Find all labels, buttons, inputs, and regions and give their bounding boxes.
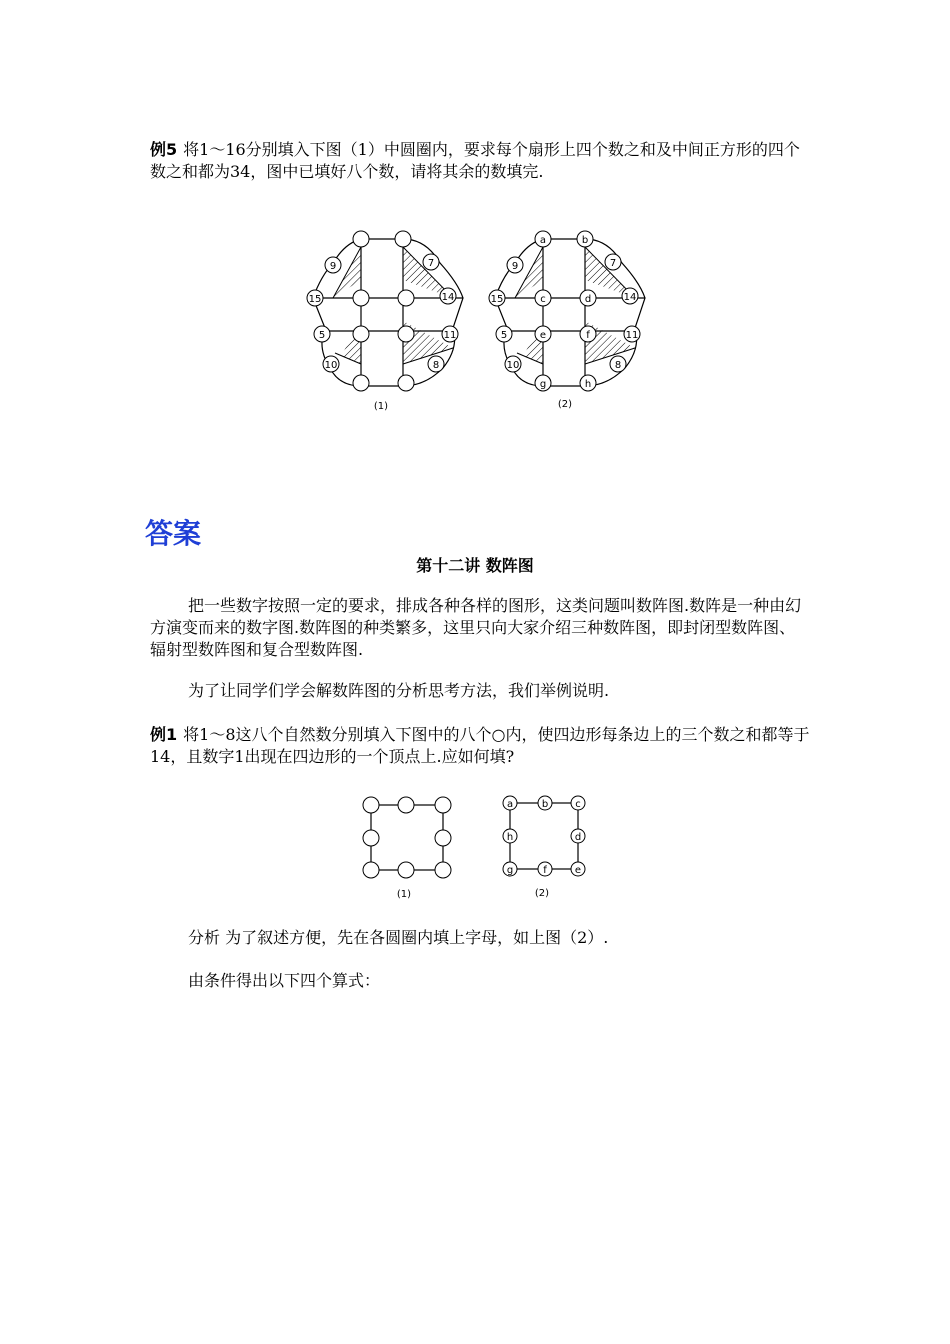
square2-letter-e [571,862,585,876]
svg-text:9: 9 [329,261,337,272]
fan1-num-11 [442,326,458,342]
svg-text:11: 11 [443,330,457,341]
square-caption-2: (2) [534,888,550,899]
svg-text:15: 15 [308,294,322,305]
square2-letter-g [503,862,517,876]
svg-text:8: 8 [432,360,440,371]
lecture-title: 第十二讲 数阵图 [416,556,534,575]
fan2-num-8 [610,356,626,372]
fan2-letter-e [535,326,551,342]
square-figure [355,790,605,905]
svg-text:5: 5 [318,330,326,341]
fan1-num-7 [423,254,439,270]
svg-text:7: 7 [427,258,435,269]
analysis-text: 分析 为了叙述方便，先在各圆圈内填上字母，如上图（2）. [188,928,609,947]
svg-text:d: d [584,294,592,305]
example5-label: 例5 [150,140,178,159]
svg-text:15: 15 [490,294,504,305]
svg-text:h: h [506,832,514,843]
square-caption-1: (1) [396,889,412,900]
intro-paragraph: 把一些数字按照一定的要求，排成各种各样的图形，这类问题叫数阵图.数阵是一种由幻方演变而来的数字图.数阵图的种类繁多，这里只向大家介绍三种数阵图，即封闭型数阵图、辐射型数阵图和复合型数阵图. [150,596,802,659]
example5-problem [150,139,810,183]
svg-text:14: 14 [623,292,637,303]
fan-caption-2: (2) [557,399,573,410]
square2-letter-d [571,829,585,843]
svg-text:g: g [506,865,514,876]
fan2-letter-d [580,290,596,306]
svg-text:5: 5 [500,330,508,341]
svg-text:h: h [584,379,592,390]
svg-text:b: b [581,235,589,246]
square2-letter-a [503,796,517,810]
fan2-num-15 [489,290,505,306]
fan1-num-15 [307,290,323,306]
method-paragraph: 为了让同学们学会解数阵图的分析思考方法，我们举例说明. [188,681,610,700]
example1-label: 例1 [150,725,178,744]
svg-text:11: 11 [625,330,639,341]
fan1-num-8 [428,356,444,372]
svg-text:7: 7 [609,258,617,269]
fan2-letter-h [580,375,596,391]
fan2-num-10 [505,356,521,372]
fan2-num-11 [624,326,640,342]
example1-text: 将1～8这八个自然数分别填入下图中的八个○内，使四边形每条边上的三个数之和都等于14，且数字1出现在四边形的一个顶点上.应如何填? [150,725,810,766]
fan2-letter-b [577,231,593,247]
example1-problem [150,724,810,768]
svg-text:f: f [586,330,590,341]
svg-text:d: d [574,832,582,843]
svg-text:e: e [539,330,547,341]
fan1-num-14 [440,288,456,304]
fan2-letter-c [535,290,551,306]
fan1-num-9 [325,257,341,273]
svg-text:f: f [543,865,547,876]
fan-caption-1: (1) [373,401,389,412]
fan2-letter-f [580,326,596,342]
square2-letter-f [538,862,552,876]
fan2-letter-a [535,231,551,247]
fan2-num-7 [605,254,621,270]
svg-text:10: 10 [506,360,520,371]
svg-text:a: a [539,235,547,246]
fan2-num-5 [496,326,512,342]
fan1-num-10 [323,356,339,372]
fan2-num-9 [507,257,523,273]
example5-text: 将1～16分别填入下图（1）中圆圈内，要求每个扇形上四个数之和及中间正方形的四个数之和都为34，图中已填好八个数，请将其余的数填完. [150,140,800,181]
fan2-num-14 [622,288,638,304]
answer-heading: 答案 [145,517,202,550]
svg-text:b: b [541,799,549,810]
svg-text:9: 9 [511,261,519,272]
square2-letter-h [503,829,517,843]
svg-text:c: c [575,799,581,810]
svg-text:14: 14 [441,292,455,303]
fan2-letter-g [535,375,551,391]
svg-text:c: c [540,294,546,305]
svg-text:8: 8 [614,360,622,371]
svg-text:e: e [574,865,582,876]
conditions-text: 由条件得出以下四个算式： [188,971,381,990]
fan1-num-5 [314,326,330,342]
svg-text:g: g [539,379,547,390]
svg-text:a: a [506,799,514,810]
square2-letter-c [571,796,585,810]
svg-text:10: 10 [324,360,338,371]
square2-letter-b [538,796,552,810]
fan-figure [295,218,655,418]
